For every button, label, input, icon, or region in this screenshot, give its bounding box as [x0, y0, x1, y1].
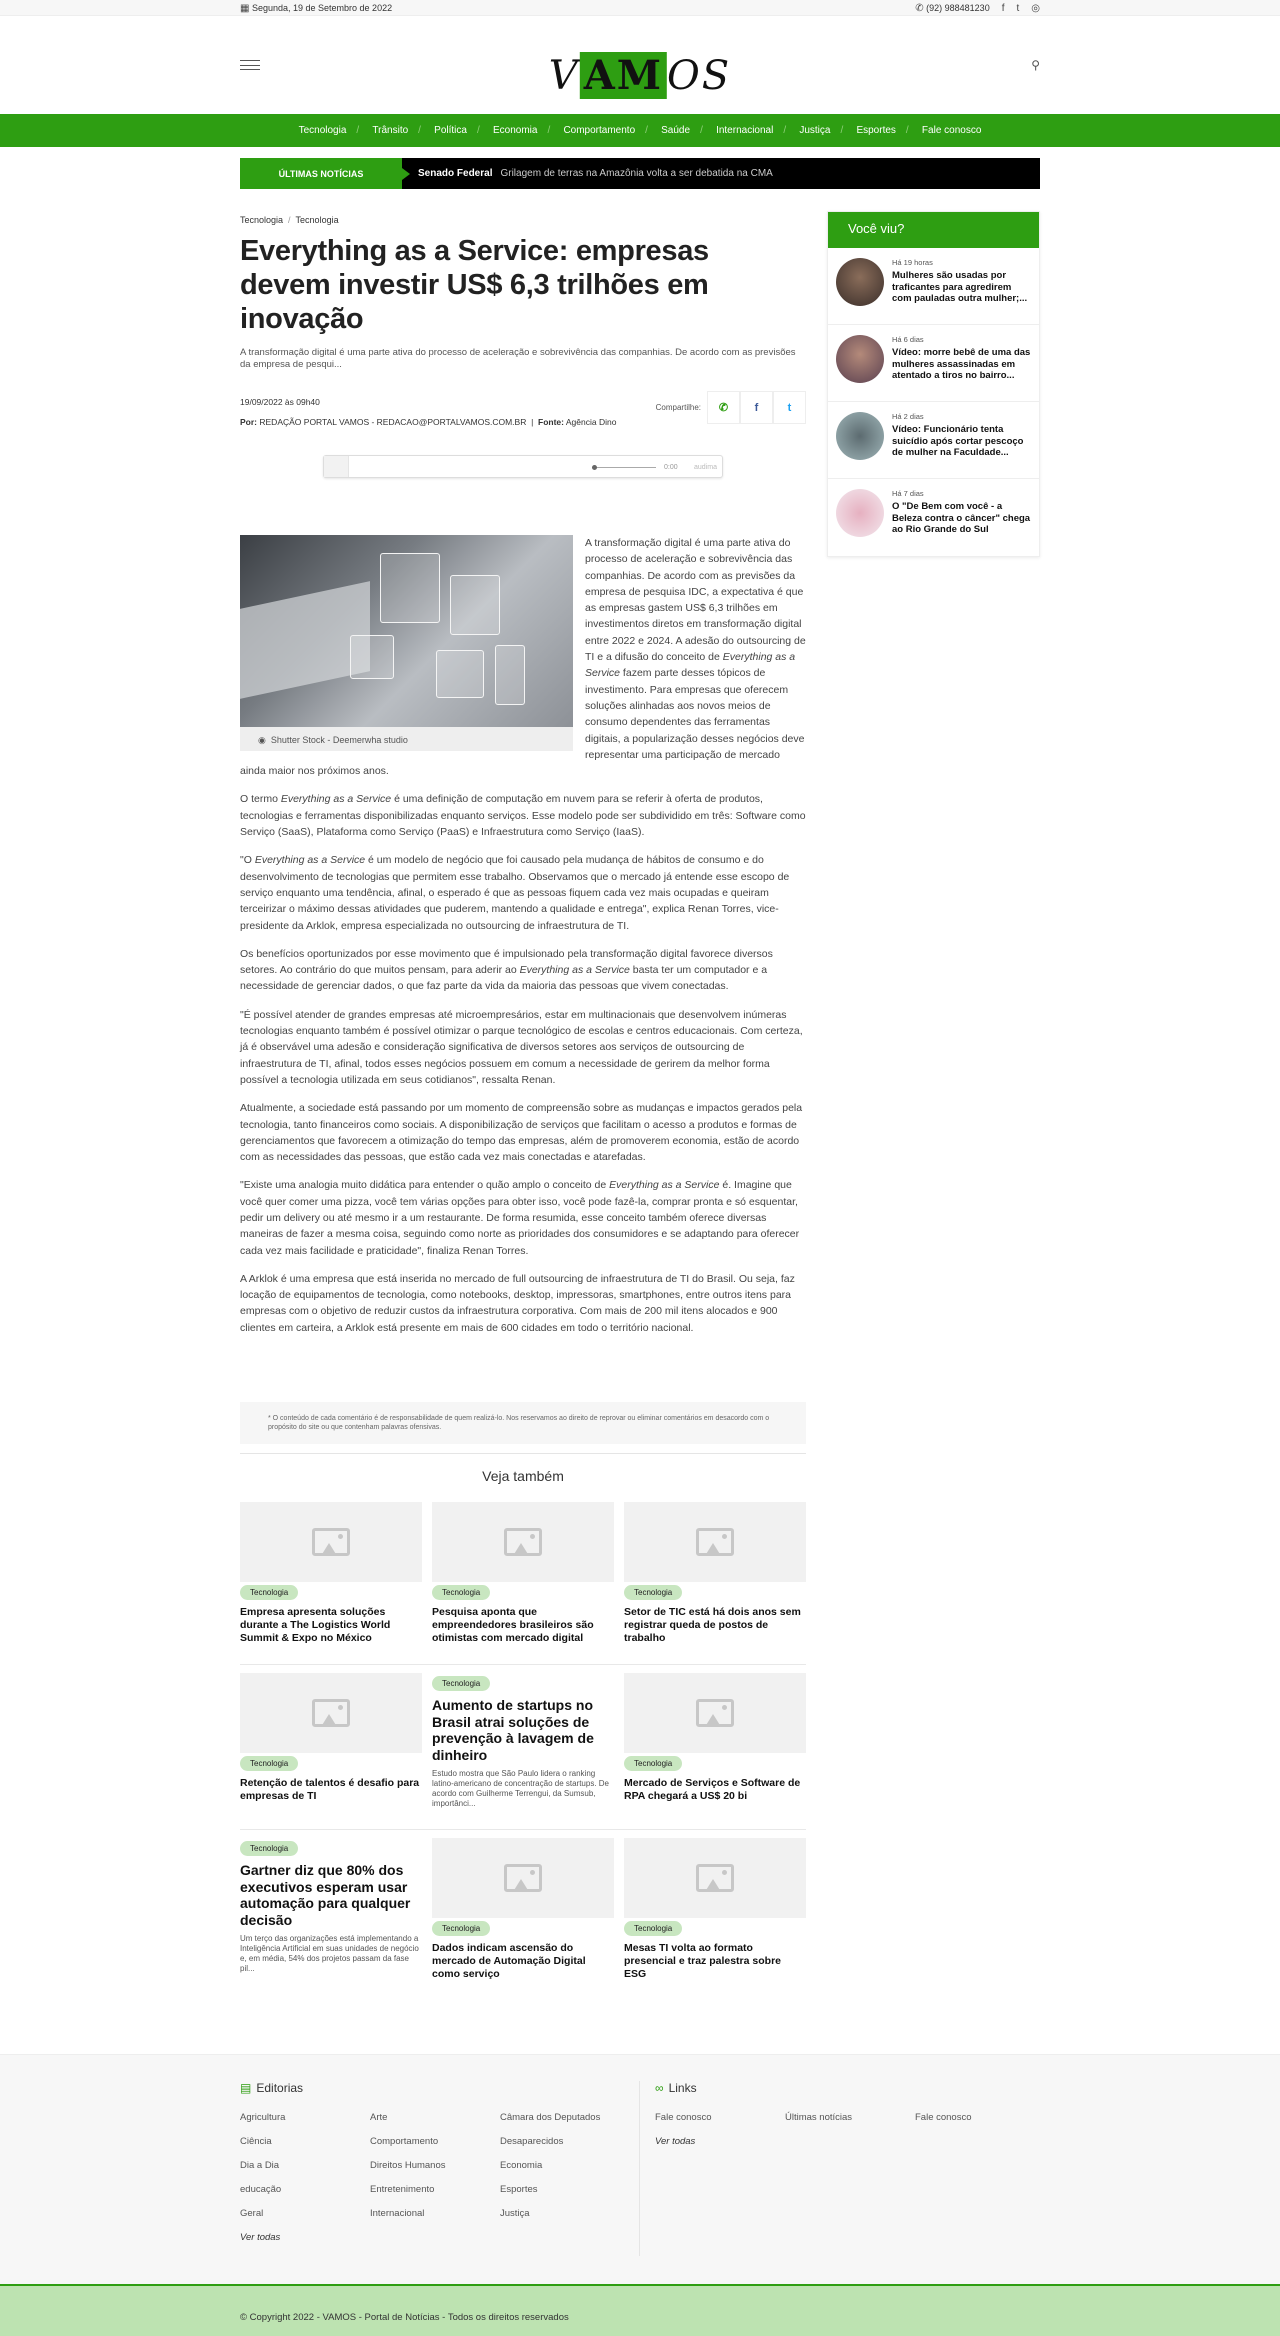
play-icon[interactable] [324, 456, 349, 477]
footer-link[interactable]: Dia a Dia [240, 2160, 280, 2172]
you-saw-box [827, 211, 1040, 557]
image-placeholder-icon [696, 1699, 734, 1727]
breadcrumb: Tecnologia / Tecnologia [240, 215, 339, 225]
search-icon[interactable]: ⚲ [1031, 58, 1040, 72]
breadcrumb-item[interactable]: Tecnologia [295, 215, 339, 225]
footer-editorias-title: Editorias [256, 2081, 304, 2096]
category-tag: Tecnologia [432, 1921, 490, 1936]
category-tag: Tecnologia [624, 1756, 682, 1771]
sidebar [827, 211, 1040, 1994]
image-placeholder-icon [312, 1699, 350, 1727]
nav-item-justica[interactable]: / Justiça [786, 125, 843, 136]
nav-item-fale-conosco[interactable]: / Fale conosco [909, 125, 994, 136]
footer-link[interactable]: Fale conosco [915, 2112, 972, 2124]
related-card[interactable]: Tecnologia Dados indicam ascensão do mercado de Automação Digital como serviço [432, 1838, 614, 1994]
image-placeholder-icon [312, 1528, 350, 1556]
ticker-item[interactable]: Senado Federal Grilagem de terras na Amazônia volta a ser debatida na CMA [418, 168, 773, 179]
article-body: ◉ Shutter Stock - Deemerwha studio A transformação digital é uma parte ativa do processo de aceleração e sobrevivência das companhias. De acordo com as previsões da empresa de pesquisa IDC, a expectativa é que as empresas gastem US$ 6,3 trilhões em investimentos diretos em transformação digital entre 2022 e 2024. A adesão do outsourcing de TI e a difusão do conceito de Everything as a Service fazem parte desses tópicos de investimento. Para empresas que oferecem soluções alinhadas aos novos meios de consumo dependentes das ferramentas digitais, a popularização desses negócios deve representar uma participação de mercado ainda maior nos próximos anos. O termo Everything as a Service é uma definição de computação em nuvem para se referir à oferta de produtos, tecnologias e ferramentas disponibilizadas enquanto serviços. Esse modelo pode ser subdividido em três: Software como Serviço (SaaS), Plataforma como Serviço (PaaS) e Infraestrutura como Serviço (IaaS). "O Everything as a Service é um modelo de negócio que foi causado pela mudança de hábitos de consumo e do desenvolvimento de tecnologias que permitem esse trabalho. Observamos que o mercado já entende esse escopo de serviço enquanto uma tendência, afinal, o esperado é que as pessoas fiquem cada vez mais ocupadas e queiram terceirizar o máximo dessas atividades que puderem, mantendo a qualidade e entrega", explica Renan Torres, vice-presidente da Arklok, empresa especializada no outsourcing de infraestrutura de TI. Os benefícios oportunizados por esse movimento que é impulsionado pela transformação digital favorece diversos setores. Ao contrário do que muitos pensam, para aderir ao Everything as a Service basta ter um computador e a necessidade de gerenciar dados, o que faz parte da vida da maioria das pessoas que vivem conectadas. "É possível atender de grandes empresas até microempresários, estar em multinacionais que desenvolvem inúmeras tecnologias enquanto também é possível otimizar o parque tecnológico de escolas e centros educacionais. Com certeza, já é observável uma adesão e consideração significativa de diversos setores aos serviços de outsourcing de infraestrutura de TI, afinal, todos esses negócios possuem em comum a necessidade de gerirem da melhor forma possível a tecnologia utilizada em seus cotidianos", ressalta Renan. Atualmente, a sociedade está passando por um momento de compreensão sobre as mudanças e impactos gerados pela tecnologia, tanto financeiros como sociais. A disponibilização de serviços que facilitam o acesso a produtos e formas de gerenciamentos que favorecem a otimização do tempo das empresas, além de promoverem economia, estão de acordo com as necessidades das pessoas, que estão cada vez mais conectadas e atarefadas. "Existe uma analogia muito didática para entender o quão amplo o conceito de Everything as a Service é. Imagine que você quer comer uma pizza, você tem várias opções para obter isso, você pode fazê-la, comprar pronta e só esquentar, pedir um delivery ou até mesmo ir a um restaurante. De forma resumida, esse conceito também oferece diversas maneiras de fazer a mesma coisa, seguindo como norte as prioridades dos consumidores e se adaptando para oferecer cada vez mais facilidade e praticidade", finaliza Renan Torres. A Arklok é uma empresa que está inserida no mercado de full outsourcing de infraestrutura de TI do Brasil. Ou seja, faz locação de equipamentos de tecnologia, como notebooks, desktop, impressoras, smartphones, entre outros itens para empresas com o objetivo de reduzir custos da infraestrutura corporativa. Com mais de 200 mil itens alocados e 900 clientes em carteira, a Arklok está presente em mais de 600 cidades em todo o território nacional. [240, 537, 806, 1334]
twitter-share-icon[interactable]: t [773, 391, 806, 424]
instagram-icon[interactable]: ◎ [1031, 2, 1040, 14]
article-lede: A transformação digital é uma parte ativa do processo de aceleração e sobrevivência das companhias. De acordo com as previsões da empresa de pesqui... [240, 347, 796, 370]
article-figure [240, 535, 573, 751]
ticker-label: ÚLTIMAS NOTÍCIAS [240, 158, 402, 189]
audio-player[interactable] [323, 455, 723, 478]
category-tag: Tecnologia [432, 1676, 490, 1691]
copyright-text: © Copyright 2022 - VAMOS - Portal de Notícias - Todos os direitos reservados [240, 2312, 569, 2324]
top-bar [0, 0, 1280, 16]
footer-link[interactable]: Agricultura [240, 2112, 286, 2124]
nav-item-comportamento[interactable]: / Comportamento [550, 125, 648, 136]
comments-notice: * O conteúdo de cada comentário é de responsabilidade de quem realizá-lo. Nos reservamos ao direito de reprovar ou eliminar comentários em desacordo com o propósito do site ou que contenham palavras ofensivas. [240, 1402, 806, 1444]
related-card[interactable]: Tecnologia Aumento de startups no Brasil atrai soluções de prevenção à lavagem de dinheiro Estudo mostra que São Paulo lidera o ranking latino-americano de concentração de startups. De acordo com Guilherme Terrengui, da Sumsub, importânci... [432, 1673, 614, 1823]
related-card[interactable]: Tecnologia Gartner diz que 80% dos executivos esperam usar automação para qualquer decisão Um terço das organizações está implementando a Inteligência Artificial em suas unidades de negócio e, em média, 54% dos projetos passam da fase pil... [240, 1838, 422, 1994]
nav-item-internacional[interactable]: / Internacional [703, 125, 786, 136]
news-thumbnail [836, 412, 884, 460]
footer-link[interactable]: Câmara dos Deputados [500, 2112, 601, 2124]
article-photo[interactable] [240, 535, 573, 727]
category-tag: Tecnologia [240, 1585, 298, 1600]
news-thumbnail [836, 489, 884, 537]
calendar-icon: ▦ [240, 2, 250, 14]
footer-link[interactable]: Direitos Humanos [370, 2160, 446, 2172]
related-card[interactable]: Tecnologia Mercado de Serviços e Software de RPA chegará a US$ 20 bi [624, 1673, 806, 1823]
category-tag: Tecnologia [432, 1585, 490, 1600]
newspaper-icon: ▤ [240, 2081, 252, 2096]
sidebar-news-item[interactable]: Há 7 dias O "De Bem com você - a Beleza contra o câncer" chega ao Rio Grande do Sul [828, 479, 1039, 556]
facebook-icon[interactable]: f [1001, 2, 1005, 14]
audio-brand: audima [694, 464, 717, 471]
footer-link[interactable]: Internacional [370, 2208, 425, 2220]
audio-seek-handle[interactable] [592, 465, 597, 470]
related-card[interactable]: Tecnologia Retenção de talentos é desafio para empresas de TI [240, 1673, 422, 1823]
article-title: Everything as a Service: empresas devem investir US$ 6,3 trilhões em inovação [240, 235, 709, 335]
footer-link[interactable]: Geral [240, 2208, 264, 2220]
link-icon: ∞ [655, 2081, 664, 2096]
category-tag: Tecnologia [624, 1921, 682, 1936]
sidebar-news-item[interactable]: Há 2 dias Vídeo: Funcionário tenta suicídio após cortar pescoço de mulher na Faculdade... [828, 402, 1039, 479]
author: REDAÇÃO PORTAL VAMOS - REDACAO@PORTALVAMOS.COM.BR [259, 417, 527, 427]
footer-link[interactable]: Economia [500, 2160, 543, 2172]
image-placeholder-icon [504, 1528, 542, 1556]
phone-number[interactable]: (92) 988481230 [926, 2, 990, 13]
footer-links-title: Links [668, 2081, 697, 2096]
related-title: Veja também [482, 1468, 564, 1485]
footer-link[interactable]: Entretenimento [370, 2184, 435, 2196]
facebook-share-icon[interactable]: f [740, 391, 773, 424]
breadcrumb-item[interactable]: Tecnologia [240, 215, 284, 225]
image-placeholder-icon [696, 1528, 734, 1556]
camera-icon: ◉ [258, 735, 266, 745]
whatsapp-share-icon[interactable]: ✆ [707, 391, 740, 424]
whatsapp-icon: ✆ [915, 2, 924, 14]
site-logo[interactable]: V AM OS [548, 52, 732, 99]
see-all-editorias-link[interactable]: Ver todas [240, 2232, 281, 2244]
footer-link[interactable]: Arte [370, 2112, 388, 2124]
footer-link[interactable]: Ciência [240, 2136, 272, 2148]
footer-link[interactable]: Desaparecidos [500, 2136, 564, 2148]
nav-item-saude[interactable]: / Saúde [648, 125, 703, 136]
related-card[interactable]: Tecnologia Pesquisa aponta que empreendedores brasileiros são otimistas com mercado digital [432, 1502, 614, 1658]
footer-link[interactable]: Fale conosco [655, 2112, 712, 2124]
category-tag: Tecnologia [240, 1841, 298, 1856]
share-bar: Compartilhe: ✆ f t [656, 391, 806, 424]
source: Agência Dino [565, 417, 617, 427]
image-placeholder-icon [696, 1864, 734, 1892]
footer-link[interactable]: Últimas notícias [785, 2112, 853, 2124]
related-card[interactable]: Tecnologia Mesas TI volta ao formato presencial e traz palestra sobre ESG [624, 1838, 806, 1994]
article [240, 211, 806, 1994]
footer-link[interactable]: educação [240, 2184, 282, 2196]
copyright-bar [0, 2284, 1280, 2336]
image-placeholder-icon [504, 1864, 542, 1892]
nav-item-transito[interactable]: / Trânsito [359, 125, 421, 136]
nav-item-economia[interactable]: / Economia [480, 125, 550, 136]
category-tag: Tecnologia [240, 1756, 298, 1771]
publish-date: 19/09/2022 às 09h40 [240, 397, 320, 407]
news-thumbnail [836, 258, 884, 306]
sidebar-news-item[interactable]: Há 19 horas Mulheres são usadas por traficantes para agredirem com pauladas outra mulher;... [828, 248, 1039, 325]
category-tag: Tecnologia [624, 1585, 682, 1600]
sidebar-title: Você viu? [828, 212, 1039, 248]
related-card[interactable]: Tecnologia Empresa apresenta soluções durante a The Logistics World Summit & Expo no México [240, 1502, 422, 1658]
news-thumbnail [836, 335, 884, 383]
current-date: Segunda, 19 de Setembro de 2022 [251, 2, 393, 13]
twitter-icon[interactable]: t [1016, 2, 1020, 14]
main-nav [0, 114, 1280, 147]
editorias-list [240, 2112, 639, 2243]
see-all-links-link[interactable]: Ver todas [655, 2136, 696, 2148]
links-list [655, 2112, 1040, 2147]
news-ticker [240, 158, 1040, 189]
related-grid [240, 1502, 806, 1994]
site-footer [0, 2054, 1280, 2284]
sidebar-news-item[interactable]: Há 6 dias Vídeo: morre bebê de uma das mulheres assassinadas em atentado a tiros no bairro... [828, 325, 1039, 402]
related-card[interactable]: Tecnologia Setor de TIC está há dois anos sem registrar queda de postos de trabalho [624, 1502, 806, 1658]
article-meta: 19/09/2022 às 09h40 Por: REDAÇÃO PORTAL VAMOS - REDACAO@PORTALVAMOS.COM.BR | Fonte: Agência Dino Compartilhe: ✆ f t [240, 397, 806, 437]
site-header [0, 16, 1280, 114]
photo-caption: ◉ Shutter Stock - Deemerwha studio [240, 727, 573, 751]
footer-link[interactable]: Justiça [500, 2208, 530, 2220]
audio-time: 0:00 [664, 464, 678, 471]
footer-link[interactable]: Esportes [500, 2184, 538, 2196]
nav-item-tecnologia[interactable]: Tecnologia [298, 125, 347, 136]
nav-item-politica[interactable]: / Política [421, 125, 480, 136]
footer-link[interactable]: Comportamento [370, 2136, 439, 2148]
menu-icon[interactable] [240, 60, 260, 70]
nav-item-esportes[interactable]: / Esportes [843, 125, 908, 136]
